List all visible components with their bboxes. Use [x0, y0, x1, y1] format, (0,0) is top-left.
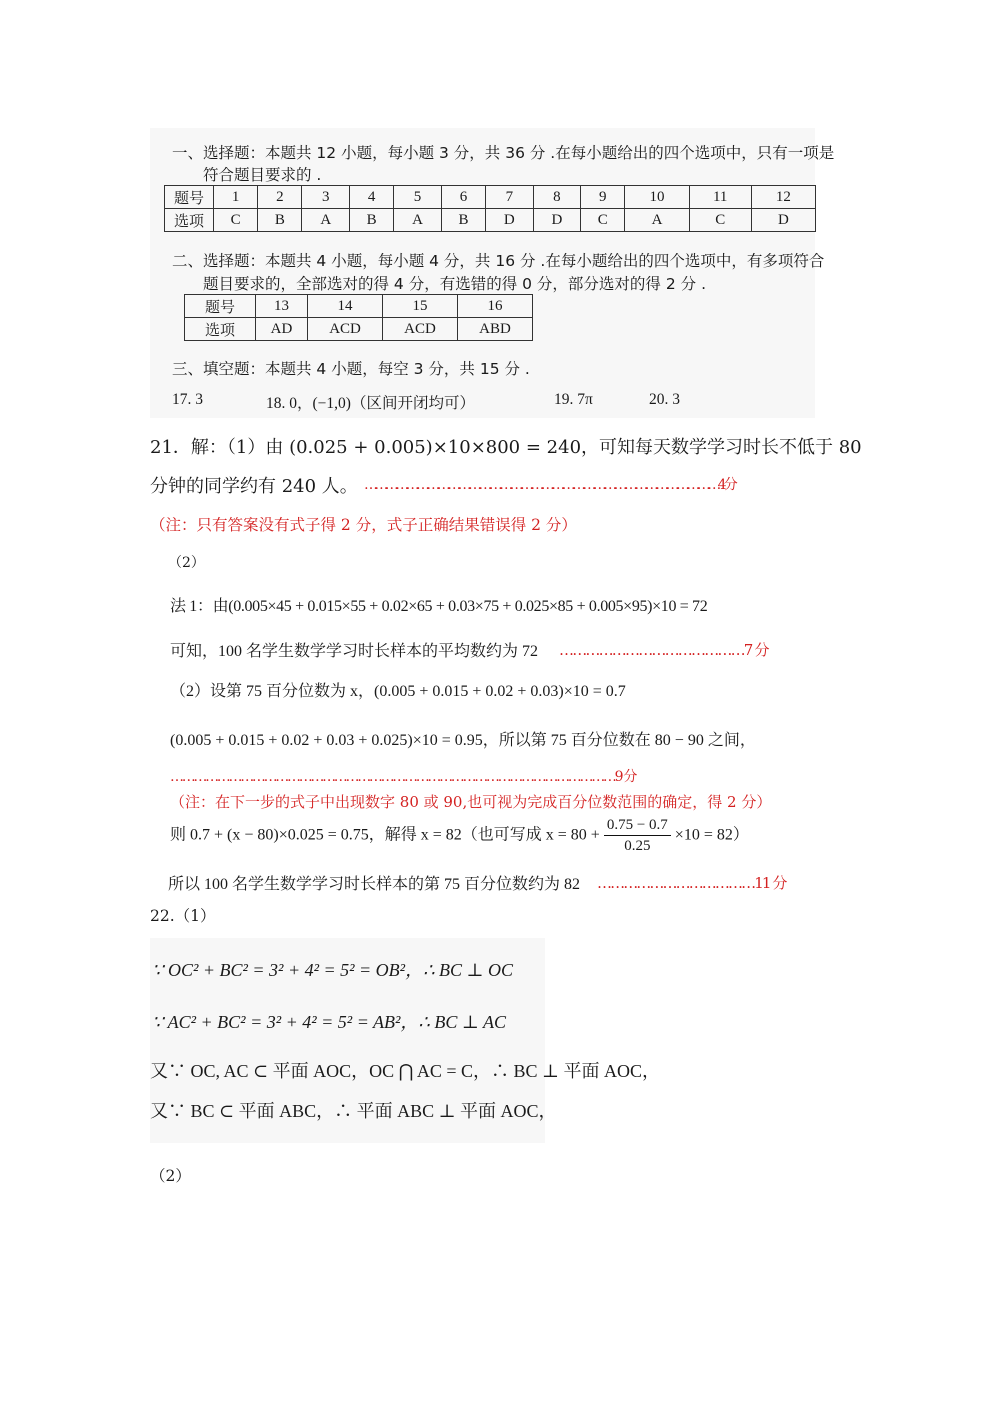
table-cell: B: [350, 209, 394, 232]
table-cell: 9: [581, 186, 625, 209]
q21-note-1: （注：只有答案没有式子得 2 分，式子正确结果错误得 2 分）: [150, 516, 577, 534]
table-cell: 选项: [165, 209, 214, 232]
sec1-answer-table: [164, 185, 816, 232]
table-cell: 题号: [185, 295, 256, 318]
sec3-title: 三、填空题：本题共 4 小题，每空 3 分，共 15 分 .: [172, 360, 530, 378]
table-cell: D: [533, 209, 581, 232]
q22-line3: 又∵ OC, AC ⊂ 平面 AOC，OC ⋂ AC = C，∴ BC ⊥ 平面 AOC，: [150, 1061, 660, 1081]
q21-percentile-setup: （2）设第 75 百分位数为 x，(0.005 + 0.015 + 0.02 + 0.03)×10 = 0.7: [170, 683, 626, 700]
q21-method1: 法 1：由(0.005×45 + 0.015×55 + 0.02×65 + 0.03×75 + 0.025×85 + 0.005×95)×10 = 72: [170, 598, 708, 615]
q21-solve-text: 则 0.7 + (x − 80)×0.025 = 0.75，解得 x = 82（也可写成 x = 80 +: [170, 826, 600, 844]
fraction-numerator: 0.75 − 0.7: [604, 815, 671, 836]
table-cell: ABD: [458, 318, 533, 341]
q21-part2: （2）: [168, 555, 205, 571]
q21-line1: 21．解：（1）由 (0.025 + 0.005)×10×800 = 240，可知每天数学学习时长不低于 80: [150, 437, 862, 458]
table-cell: 12: [751, 186, 815, 209]
answer-20: 20. 3: [649, 391, 680, 408]
q22-line2: ∵ AC² + BC² = 3² + 4² = 5² = AB²，∴ BC ⊥ AC: [152, 1012, 506, 1032]
table-cell: ACD: [383, 318, 458, 341]
table-cell: 8: [533, 186, 581, 209]
sec2-table-head-row: [185, 295, 533, 318]
table-cell: A: [625, 209, 689, 232]
fraction: [604, 815, 671, 856]
fraction-denominator: 0.25: [624, 838, 651, 854]
answer-19: 19. 7π: [554, 391, 593, 408]
sec2-table-answer-row: [185, 318, 533, 341]
table-cell: A: [302, 209, 350, 232]
q21-score-4: …………………………………………………………………………………………4 分: [364, 477, 735, 493]
table-cell: 题号: [165, 186, 214, 209]
q21-solve-tail: ×10 = 82）: [674, 826, 749, 844]
table-cell: A: [394, 209, 442, 232]
table-cell: 6: [441, 186, 485, 209]
q22-part1: 22.（1）: [150, 907, 216, 925]
table-cell: AD: [256, 318, 308, 341]
table-cell: B: [441, 209, 485, 232]
q21-note-2: （注：在下一步的式子中出现数字 80 或 90,也可视为完成百分位数范围的确定，得 2 分）: [170, 793, 772, 811]
q21-solve-line: [170, 815, 749, 856]
answer-17: 17. 3: [172, 391, 203, 408]
sec2-answer-table: [184, 294, 533, 341]
sec1-line2: 符合题目要求的 .: [203, 166, 322, 184]
table-cell: C: [689, 209, 751, 232]
table-cell: C: [214, 209, 258, 232]
sec1-table-head-row: [165, 186, 816, 209]
table-cell: 选项: [185, 318, 256, 341]
q21-score-7: ……………………………………7 分: [559, 641, 768, 659]
table-cell: ACD: [308, 318, 383, 341]
table-cell: 3: [302, 186, 350, 209]
table-cell: 11: [689, 186, 751, 209]
table-cell: 13: [256, 295, 308, 318]
table-cell: 5: [394, 186, 442, 209]
q21-mean-text: 可知，100 名学生数学学习时长样本的平均数约为 72: [170, 643, 539, 660]
answer-18: 18. 0，(−1,0)（区间开闭均可）: [266, 395, 475, 412]
q22-part2: （2）: [150, 1167, 191, 1185]
table-cell: D: [751, 209, 815, 232]
q21-conclusion: 所以 100 名学生数学学习时长样本的第 75 百分位数约为 82: [168, 876, 581, 893]
table-cell: 16: [458, 295, 533, 318]
q22-line1: ∵ OC² + BC² = 3² + 4² = 5² = OB²，∴ BC ⊥ OC: [152, 960, 513, 980]
table-cell: C: [581, 209, 625, 232]
q21-score-11: ………………………………11 分: [597, 874, 786, 892]
table-cell: 15: [383, 295, 458, 318]
q21-percentile-range: (0.005 + 0.015 + 0.02 + 0.03 + 0.025)×10 = 0.95，所以第 75 百分位数在 80 − 90 之间，: [170, 732, 756, 749]
sec2-line2: 题目要求的，全部选对的得 4 分，有选错的得 0 分，部分选对的得 2 分 .: [203, 275, 707, 293]
table-cell: 7: [486, 186, 534, 209]
table-cell: B: [258, 209, 302, 232]
q21-score-9: ……………………………………………………………………………………………………9 分: [170, 769, 636, 785]
q22-line4: 又∵ BC ⊂ 平面 ABC，∴ 平面 ABC ⊥ 平面 AOC，: [150, 1101, 557, 1121]
table-cell: 2: [258, 186, 302, 209]
sec1-table-answer-row: [165, 209, 816, 232]
q21-line2: 分钟的同学约有 240 人。: [150, 476, 358, 497]
sec1-line1: 一、选择题：本题共 12 小题，每小题 3 分，共 36 分 .在每小题给出的四个选项中，只有一项是: [172, 144, 835, 162]
table-cell: 14: [308, 295, 383, 318]
table-cell: 4: [350, 186, 394, 209]
sec2-line1: 二、选择题：本题共 4 小题，每小题 4 分，共 16 分 .在每小题给出的四个选项中，有多项符合: [172, 252, 825, 270]
table-cell: 1: [214, 186, 258, 209]
table-cell: 10: [625, 186, 689, 209]
table-cell: D: [486, 209, 534, 232]
